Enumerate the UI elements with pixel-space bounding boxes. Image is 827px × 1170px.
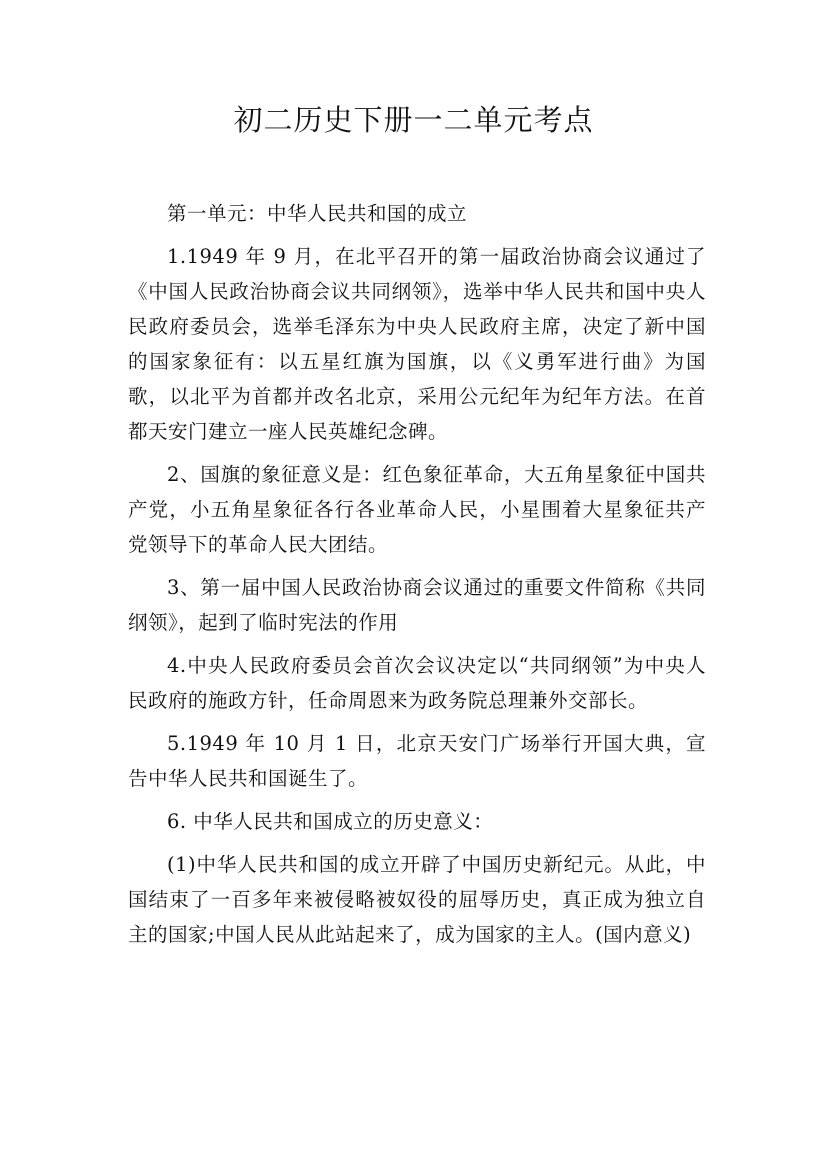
paragraph-2: 2、国旗的象征意义是：红色象征革命，大五角星象征中国共产党，小五角星象征各行各业革命人民，小星围着大星象征共产党领导下的革命人民大团结。 [128,463,706,556]
paragraph-4: 4.中央人民政府委员会首次会议决定以“共同纲领”为中央人民政府的施政方针，任命周恩来为政务院总理兼外交部长。 [128,654,706,712]
document-title: 初二历史下册一二单元考点 [233,103,594,137]
document-body [128,196,706,960]
paragraph-3: 3、第一届中国人民政治协商会议通过的重要文件简称《共同纲领》，起到了临时宪法的作用 [128,576,706,634]
paragraph-1: 1.1949 年 9 月，在北平召开的第一届政治协商会议通过了《中国人民政治协商会议共同纲领》，选举中华人民共和国中央人民政府委员会，选举毛泽东为中央人民政府主席，决定了新中国的国家象征有：以五星红旗为国旗，以《义勇军进行曲》为国歌，以北平为首都并改名北京，采用公元纪年为纪年方法。在首都天安门建立一座人民英雄纪念碑。 [128,245,706,443]
paragraph-6: 6. 中华人民共和国成立的历史意义： [167,810,494,833]
paragraph-5: 5.1949 年 10 月 1 日，北京天安门广场举行开国大典，宣告中华人民共和国诞生了。 [128,732,706,790]
unit-heading: 第一单元：中华人民共和国的成立 [167,202,468,225]
paragraph-7: (1)中华人民共和国的成立开辟了中国历史新纪元。从此，中国结束了一百多年来被侵略被奴役的屈辱历史，真正成为独立自主的国家;中国人民从此站起来了，成为国家的主人。(国内意义) [128,853,706,946]
